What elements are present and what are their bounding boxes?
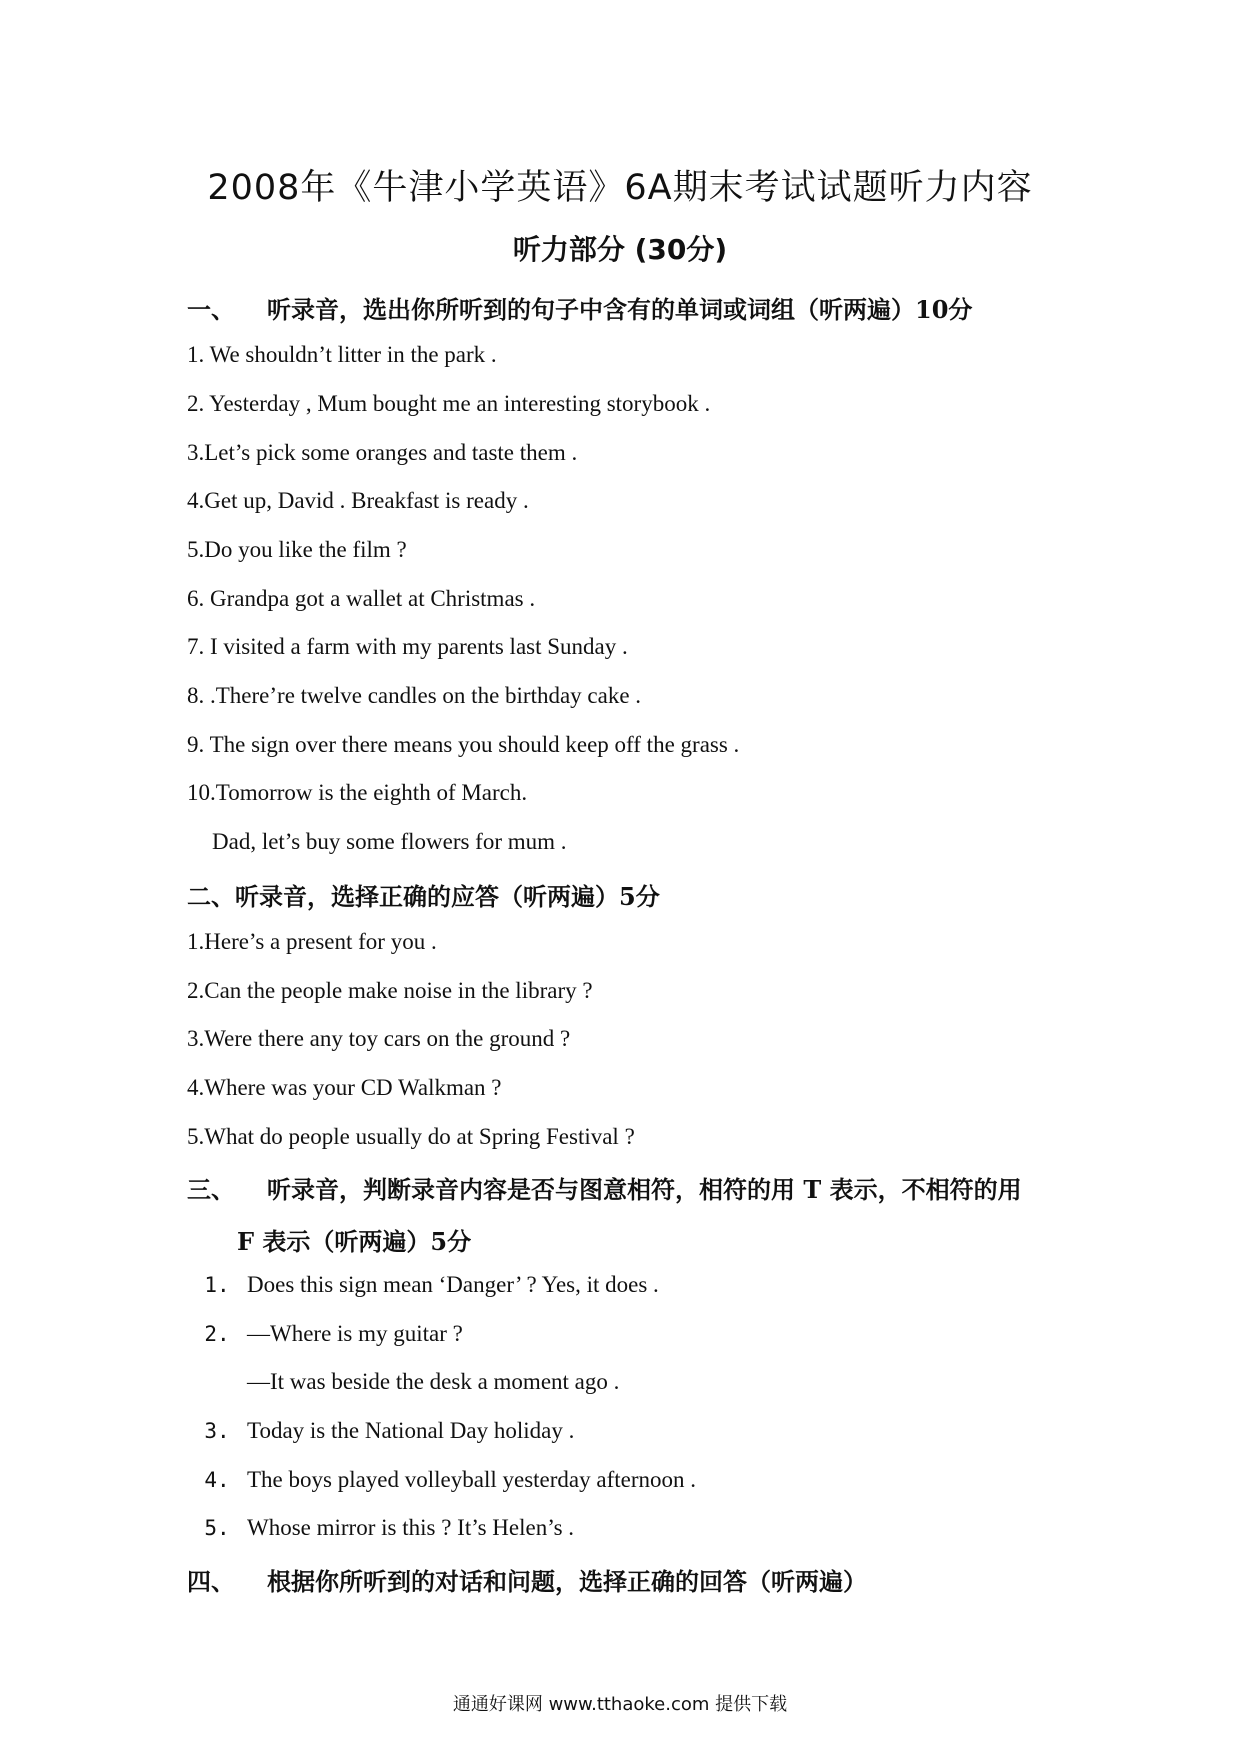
- item-number: 4.: [204, 1468, 230, 1492]
- list-item: [187, 1321, 463, 1347]
- item-number: 5.: [204, 1516, 230, 1540]
- list-item: 3.Let’s pick some oranges and taste them .: [187, 440, 578, 465]
- section-1-number: 一、: [187, 295, 235, 324]
- section-1-title: 听录音，选出你所听到的句子中含有的单词或词组（听两遍）10分: [267, 295, 973, 324]
- list-item: 1. We shouldn’t litter in the park .: [187, 342, 497, 367]
- section-3-number: 三、: [187, 1175, 235, 1204]
- page-title: 2008年《牛津小学英语》6A期末考试试题听力内容: [207, 168, 1033, 208]
- list-item: 10.Tomorrow is the eighth of March.: [187, 780, 528, 805]
- list-item: [187, 1369, 619, 1395]
- list-item: 7. I visited a farm with my parents last Sunday .: [187, 634, 628, 659]
- item-number: 1.: [204, 1273, 230, 1297]
- list-item: Dad, let’s buy some flowers for mum .: [212, 829, 567, 854]
- item-text: Does this sign mean ‘Danger’ ? Yes, it does .: [247, 1272, 659, 1297]
- list-item: 5.Do you like the film ?: [187, 537, 407, 562]
- list-item: 4.Where was your CD Walkman ?: [187, 1075, 502, 1100]
- item-text: Today is the National Day holiday .: [247, 1418, 575, 1443]
- page-footer: 通通好课网 www.tthaoke.com 提供下载: [452, 1694, 788, 1715]
- item-text: The boys played volleyball yesterday afternoon .: [247, 1467, 696, 1492]
- item-text: Whose mirror is this ? It’s Helen’s .: [247, 1515, 575, 1540]
- section-3-title-line2: F 表示（听两遍）5分: [237, 1227, 472, 1256]
- list-item: 8. .There’re twelve candles on the birthday cake .: [187, 683, 642, 708]
- section-1-heading: [187, 290, 972, 325]
- section-3-title-line1: 听录音，判断录音内容是否与图意相符，相符的用 T 表示，不相符的用: [267, 1175, 1022, 1204]
- page-subtitle: 听力部分 (30分): [512, 233, 728, 266]
- section-4-heading: [187, 1562, 867, 1597]
- section-4-title: 根据你所听到的对话和问题，选择正确的回答（听两遍）: [267, 1567, 867, 1596]
- item-number: 3.: [204, 1419, 230, 1443]
- list-item: [187, 1272, 659, 1298]
- item-text: —Where is my guitar ?: [247, 1321, 463, 1346]
- list-item: [187, 1515, 574, 1541]
- list-item: [187, 1467, 696, 1493]
- list-item: 6. Grandpa got a wallet at Christmas .: [187, 586, 536, 611]
- list-item: 5.What do people usually do at Spring Festival ?: [187, 1124, 635, 1149]
- list-item: 2. Yesterday , Mum bought me an interesting storybook .: [187, 391, 711, 416]
- section-3-heading: [187, 1170, 1022, 1205]
- item-number: 2.: [204, 1322, 230, 1346]
- section-4-number: 四、: [187, 1567, 235, 1596]
- item-text: —It was beside the desk a moment ago .: [247, 1369, 620, 1394]
- list-item: 4.Get up, David . Breakfast is ready .: [187, 488, 529, 513]
- list-item: 2.Can the people make noise in the library ?: [187, 978, 593, 1003]
- list-item: 9. The sign over there means you should keep off the grass .: [187, 732, 740, 757]
- list-item: 3.Were there any toy cars on the ground ?: [187, 1026, 571, 1051]
- section-2-heading: 二、听录音，选择正确的应答（听两遍）5分: [187, 882, 660, 911]
- list-item: [187, 1418, 574, 1444]
- list-item: 1.Here’s a present for you .: [187, 929, 437, 954]
